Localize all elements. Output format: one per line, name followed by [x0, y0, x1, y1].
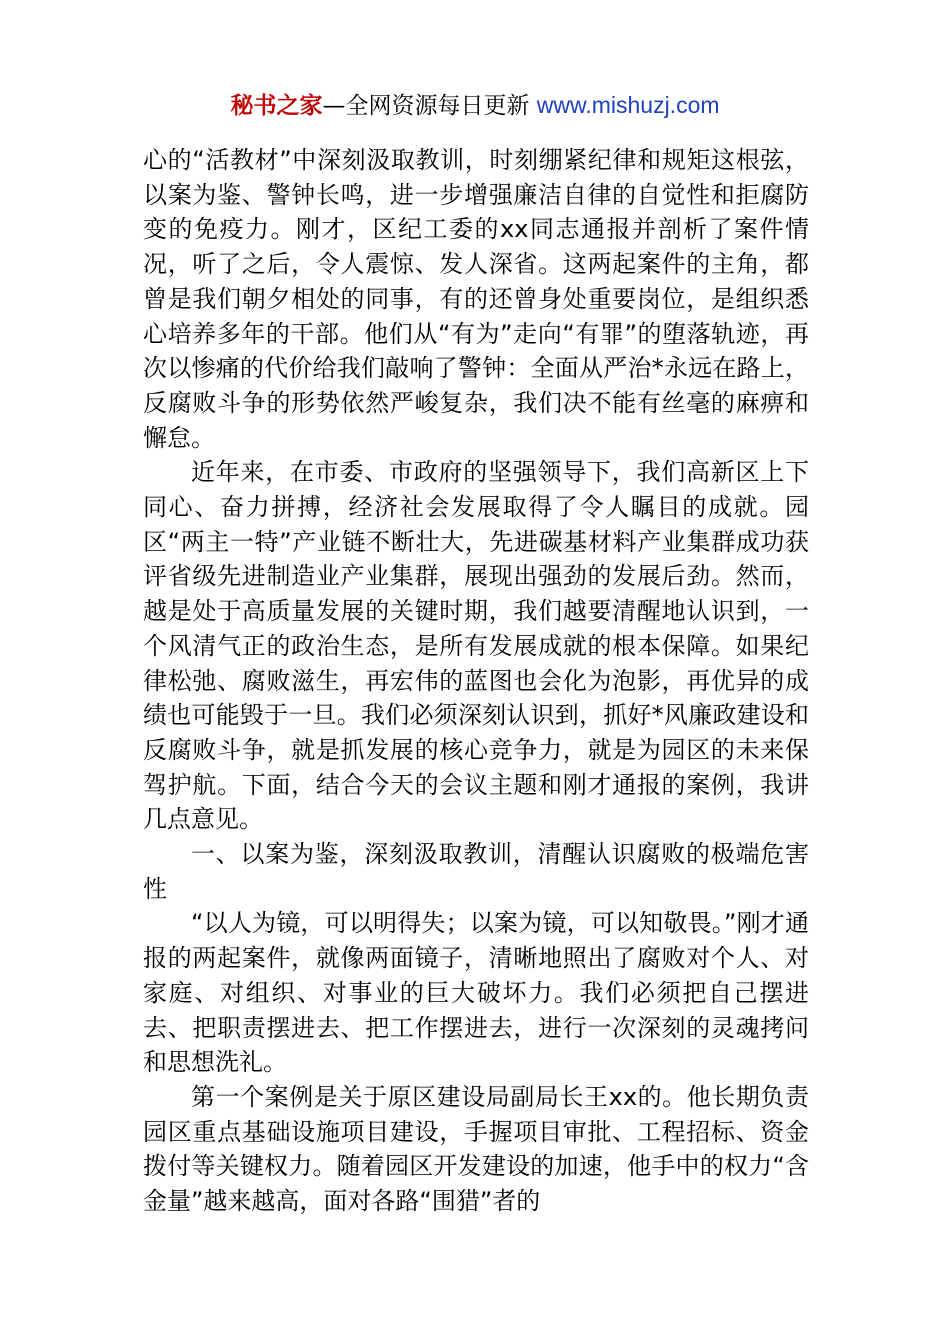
paragraph: 近年来，在市委、市政府的坚强领导下，我们高新区上下同心、奋力拼搏，经济社会发展取得了令人瞩目的成就。园区“两主一特”产业链不断壮大，先进碳基材料产业集群成功获评省级先进制造业产业集群，展现出强劲的发展后劲。然而，越是处于高质量发展的关键时期，我们越要清醒地认识到，一个风清气正的政治生态，是所有发展成就的根本保障。如果纪律松弛、腐败滋生，再宏伟的蓝图也会化为泡影，再优异的成绩也可能毁于一旦。我们必须深刻认识到，抓好*风廉政建设和反腐败斗争，就是抓发展的核心竞争力，就是为园区的未来保驾护航。下面，结合今天的会议主题和刚才通报的案例，我讲几点意见。	[143, 458, 809, 834]
paragraph: “以人为镜，可以明得失；以案为镜，可以知敬畏。”刚才通报的两起案件，就像两面镜子，清晰地照出了腐败对个人、对家庭、对组织、对事业的巨大破坏力。我们必须把自己摆进去、把职责摆进去、把工作摆进去，进行一次深刻的灵魂拷问和思想洗礼。	[143, 909, 809, 1077]
paragraph-continuation: 心的“活教材”中深刻汲取教训，时刻绷紧纪律和规矩这根弦，以案为鉴、警钟长鸣，进一步增强廉洁自律的自觉性和拒腐防变的免疫力。刚才，区纪工委的xx同志通报并剖析了案件情况，听了之后，令人震惊、发人深省。这两起案件的主角，都曾是我们朝夕相处的同事，有的还曾身处重要岗位，是组织悉心培养多年的干部。他们从“有为”走向“有罪”的堕落轨迹，再次以惨痛的代价给我们敲响了警钟：全面从严治*永远在路上，反腐败斗争的形势依然严峻复杂，我们决不能有丝毫的麻痹和懈怠。	[143, 146, 809, 452]
page-header	[0, 88, 950, 123]
document-body	[143, 143, 809, 1219]
header-brand: 秘书之家	[230, 93, 323, 119]
header-tagline: —全网资源每日更新	[322, 93, 537, 119]
section-heading: 一、以案为鉴，深刻汲取教训，清醒认识腐败的极端危害性	[143, 840, 809, 903]
paragraph: 第一个案例是关于原区建设局副局长王xx的。他长期负责园区重点基础设施项目建设，手握项目审批、工程招标、资金拨付等关键权力。随着园区开发建设的加速，他手中的权力“含金量”越来越高，面对各路“围猎”者的	[143, 1082, 809, 1216]
header-url-link[interactable]: www.mishuzj.com	[536, 92, 720, 118]
